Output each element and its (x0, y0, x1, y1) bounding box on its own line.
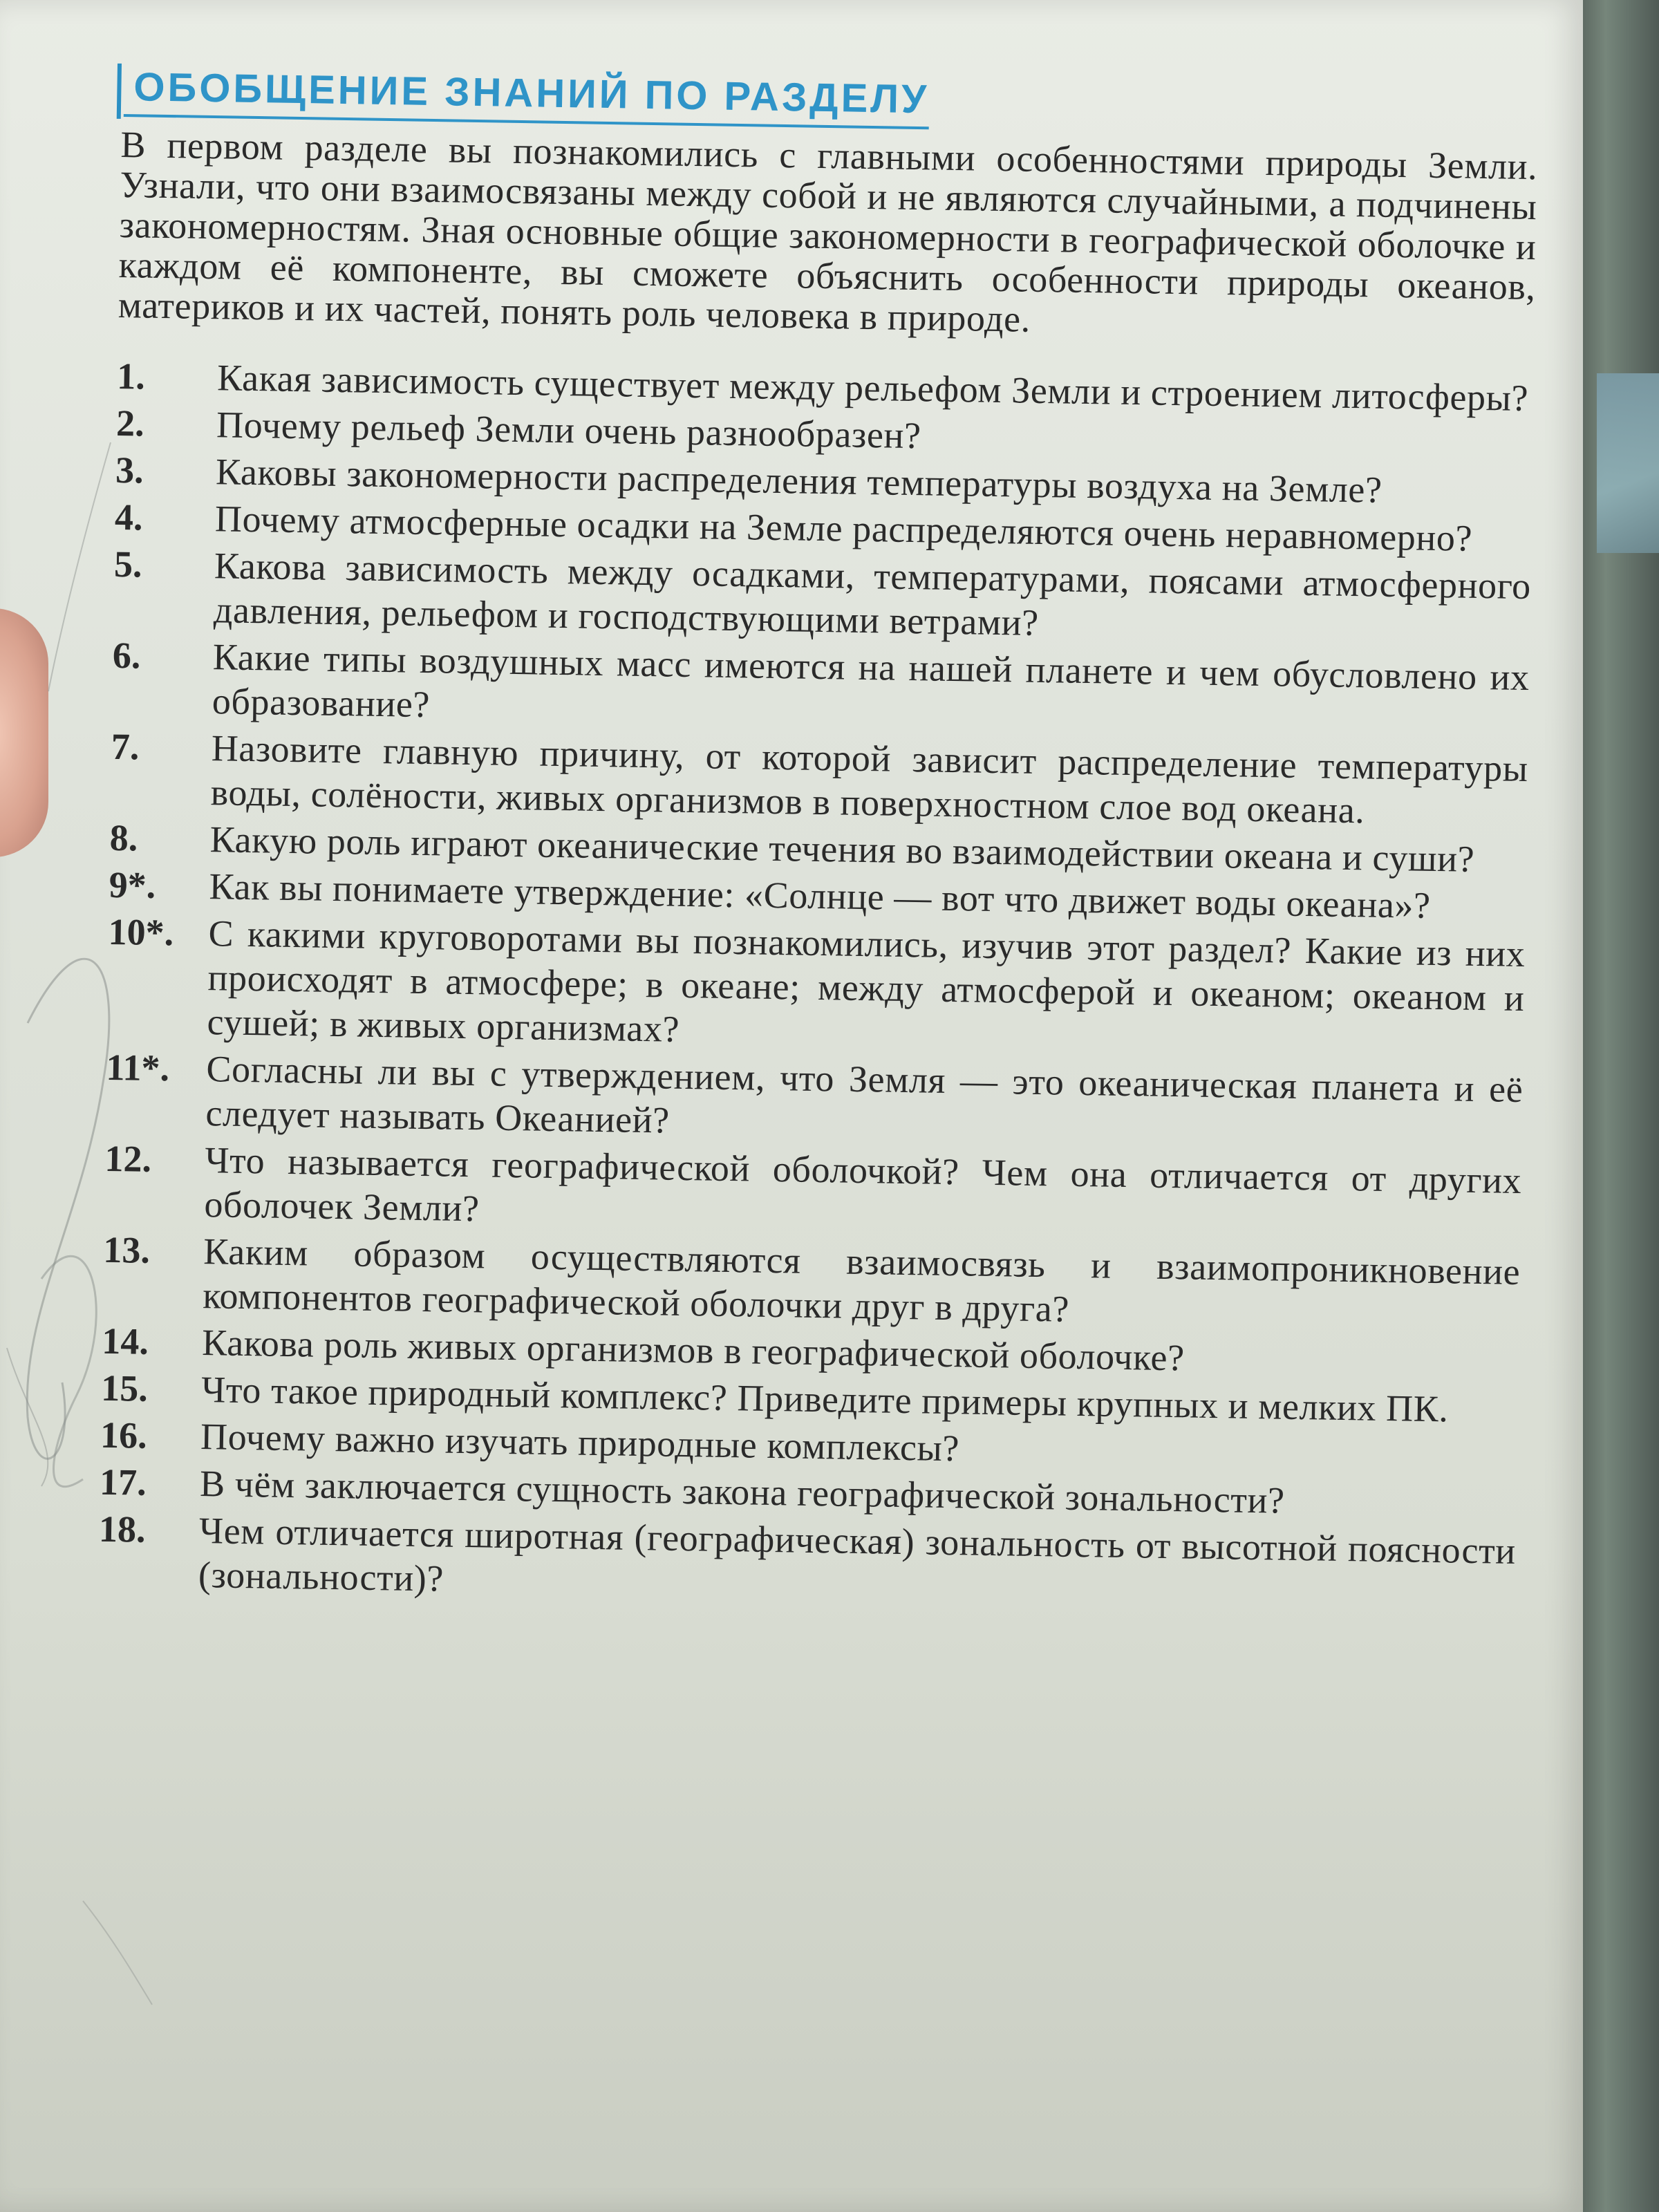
question-number: 15. (100, 1367, 149, 1409)
question-number: 14. (101, 1320, 149, 1362)
question-text: Каким образом осуществляются взаимосвязь и взаимопроникновение компонентов географической оболочки друг в друга? (202, 1230, 1521, 1330)
question-text: Какую роль играют океанические течения во взаимодействии океана и суши? (209, 818, 1475, 880)
question-number: 7. (111, 725, 140, 768)
question-text: В чём заключается сущность закона географической зональности? (199, 1463, 1286, 1521)
intro-paragraph: В первом разделе вы познакомились с главными особенностями природы Земли. Узнали, что они взаимосвязаны между собой и не являются случайными, а подчинены закономерностям. Зная основные общие закономерности в географической оболочке и каждом её компоненте, вы сможете объяснить особенности природы океанов, материков и их частей, понять роль человека в природе. (118, 124, 1538, 340)
question-number: 13. (102, 1228, 151, 1271)
question-text: Назовите главную причину, от которой зависит распределение температуры воды, солёности, живых организмов в поверхностном слое вод океана. (210, 727, 1529, 832)
section-title: ОБОБЩЕНИЕ ЗНАНИЙ ПО РАЗДЕЛУ (124, 64, 930, 129)
question-text: Какова зависимость между осадками, температурами, поясами атмосферного давления, рельефом и господствующими ветрами? (213, 545, 1532, 644)
question-item (98, 1507, 1517, 1618)
review-questions (98, 354, 1535, 1618)
question-number: 5. (113, 543, 142, 585)
page-content (98, 124, 1538, 1620)
question-number: 6. (112, 634, 141, 677)
question-text: Согласны ли вы с утверждением, что Земля — это океаническая планета и её следует называть Океанией? (205, 1048, 1524, 1141)
question-number: 4. (114, 496, 144, 538)
question-text: Как вы понимаете утверждение: «Солнце — вот что движет воды океана»? (209, 865, 1432, 926)
question-text: Чем отличается широтная (географическая) зональность от высотной поясности (зональности)? (198, 1510, 1517, 1600)
question-text: Что называется географической оболочкой? Чем она отличается от других оболочек Земли? (204, 1139, 1522, 1230)
question-number: 8. (109, 816, 138, 859)
question-text: Почему важно изучать природные комплексы? (200, 1416, 960, 1470)
question-text: Какие типы воздушных масс имеются на нашей планете и чем обусловлено их образование? (212, 636, 1530, 726)
question-number: 12. (104, 1137, 152, 1180)
question-number: 3. (115, 449, 144, 491)
question-number: 16. (100, 1414, 148, 1456)
question-text: Каковы закономерности распределения температуры воздуха на Земле? (215, 451, 1383, 511)
question-text: Почему атмосферные осадки на Земле распределяются очень неравномерно? (214, 498, 1473, 559)
question-number: 9*. (109, 863, 156, 906)
question-text: С какими круговоротами вы познакомились, изучив этот раздел? Какие из них происходят в атмосфере; в океане; между атмосферой и океаном; океаном и сушей; в живых организмах? (207, 912, 1526, 1050)
question-number: 10*. (108, 910, 174, 954)
question-item (106, 910, 1526, 1065)
adjacent-page-illustration (1597, 373, 1659, 553)
question-text: Что такое природный комплекс? Приведите примеры крупных и мелких ПК. (200, 1369, 1449, 1430)
question-text: Какова роль живых организмов в географической оболочке? (201, 1322, 1185, 1379)
question-number: 18. (98, 1508, 147, 1550)
question-number: 1. (116, 355, 146, 397)
question-text: Какая зависимость существует между рельефом Земли и строением литосферы? (216, 357, 1529, 420)
question-text: Почему рельеф Земли очень разнообразен? (216, 404, 922, 457)
question-number: 11*. (106, 1046, 170, 1089)
holding-thumb (0, 608, 48, 857)
question-number: 2. (115, 402, 145, 444)
adjacent-page-edge (1583, 0, 1659, 2212)
question-number: 17. (99, 1461, 147, 1503)
title-accent-bar (117, 64, 122, 119)
